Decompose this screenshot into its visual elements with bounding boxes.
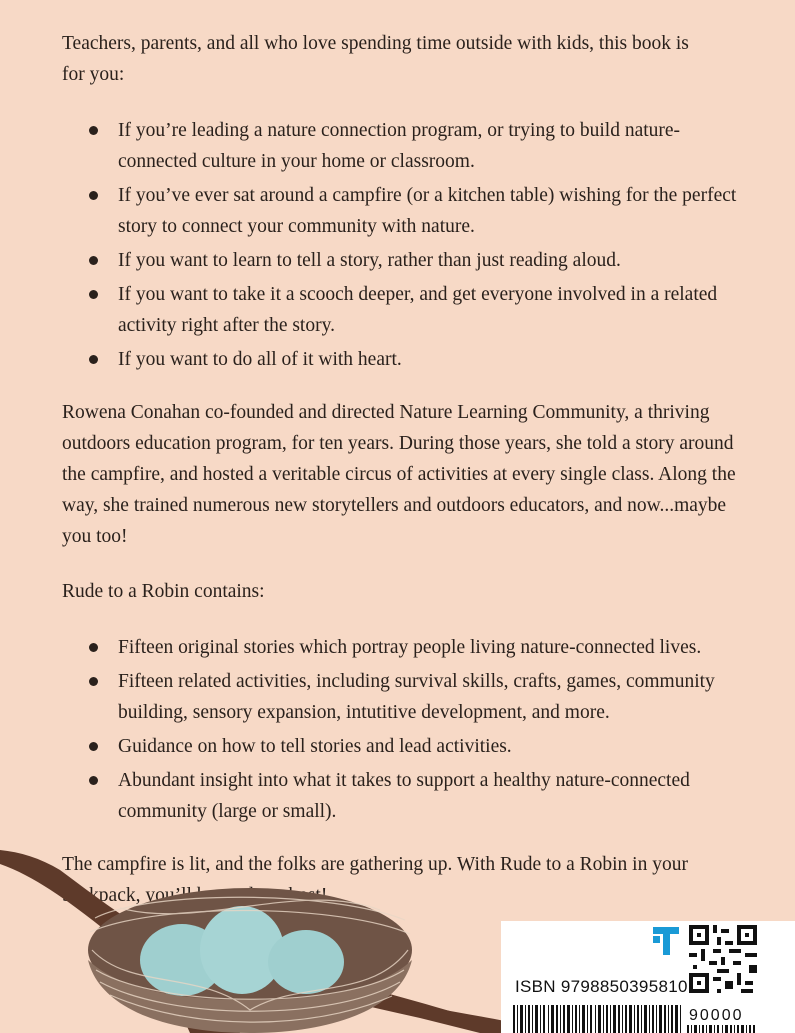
list-item: Guidance on how to tell stories and lead activities.	[62, 731, 742, 762]
contains-heading: Rude to a Robin contains:	[62, 581, 265, 602]
price-code: 90000	[689, 1007, 744, 1024]
list-item: If you’ve ever sat around a campfire (or a kitchen table) wishing for the perfect story to connect your community with nature.	[62, 180, 742, 242]
price-barcode	[687, 1025, 757, 1033]
contents-list	[62, 632, 742, 827]
list-item: If you want to do all of it with heart.	[62, 344, 742, 375]
intro-paragraph: Teachers, parents, and all who love spending time outside with kids, this book is for you:	[62, 33, 689, 85]
back-cover-copy	[62, 28, 742, 911]
list-item: If you want to learn to tell a story, rather than just reading aloud.	[62, 245, 742, 276]
closing-paragraph: The campfire is lit, and the folks are gathering up. With Rude to a Robin in your backpack, you’ll	[62, 854, 688, 906]
isbn-barcode	[513, 1005, 683, 1033]
barcode-label	[501, 921, 795, 1033]
list-item: Fifteen original stories which portray people living nature-connected lives.	[62, 632, 742, 663]
list-item: Fifteen related activities, including survival skills, crafts, games, community building, sensory expansion, intutitive development, and more.	[62, 666, 742, 728]
list-item: Abundant insight into what it takes to support a healthy nature-connected community (large or small).	[62, 765, 742, 827]
egg	[268, 930, 344, 994]
list-item: If you’re leading a nature connection program, or trying to build nature-connected culture in your home or classroom.	[62, 115, 742, 177]
audience-list	[62, 115, 742, 375]
qr-code-icon	[689, 925, 757, 993]
branch-twig	[378, 998, 512, 1030]
author-bio-paragraph: Rowena Conahan co-founded and directed Nature Learning Community, a thriving outdoors education program, for ten years. During those years, she told a story around the campfire, and hosted a veritable circus of activities at every single class. Along the way, she trained numerous new storytellers and outdoors educators, and now...maybe you too!	[62, 402, 736, 547]
publisher-logo-icon	[651, 925, 681, 957]
isbn-number: ISBN 9798850395810	[515, 977, 688, 996]
list-item: If you want to take it a scooch deeper, and get everyone involved in a related activity right after the story.	[62, 279, 742, 341]
